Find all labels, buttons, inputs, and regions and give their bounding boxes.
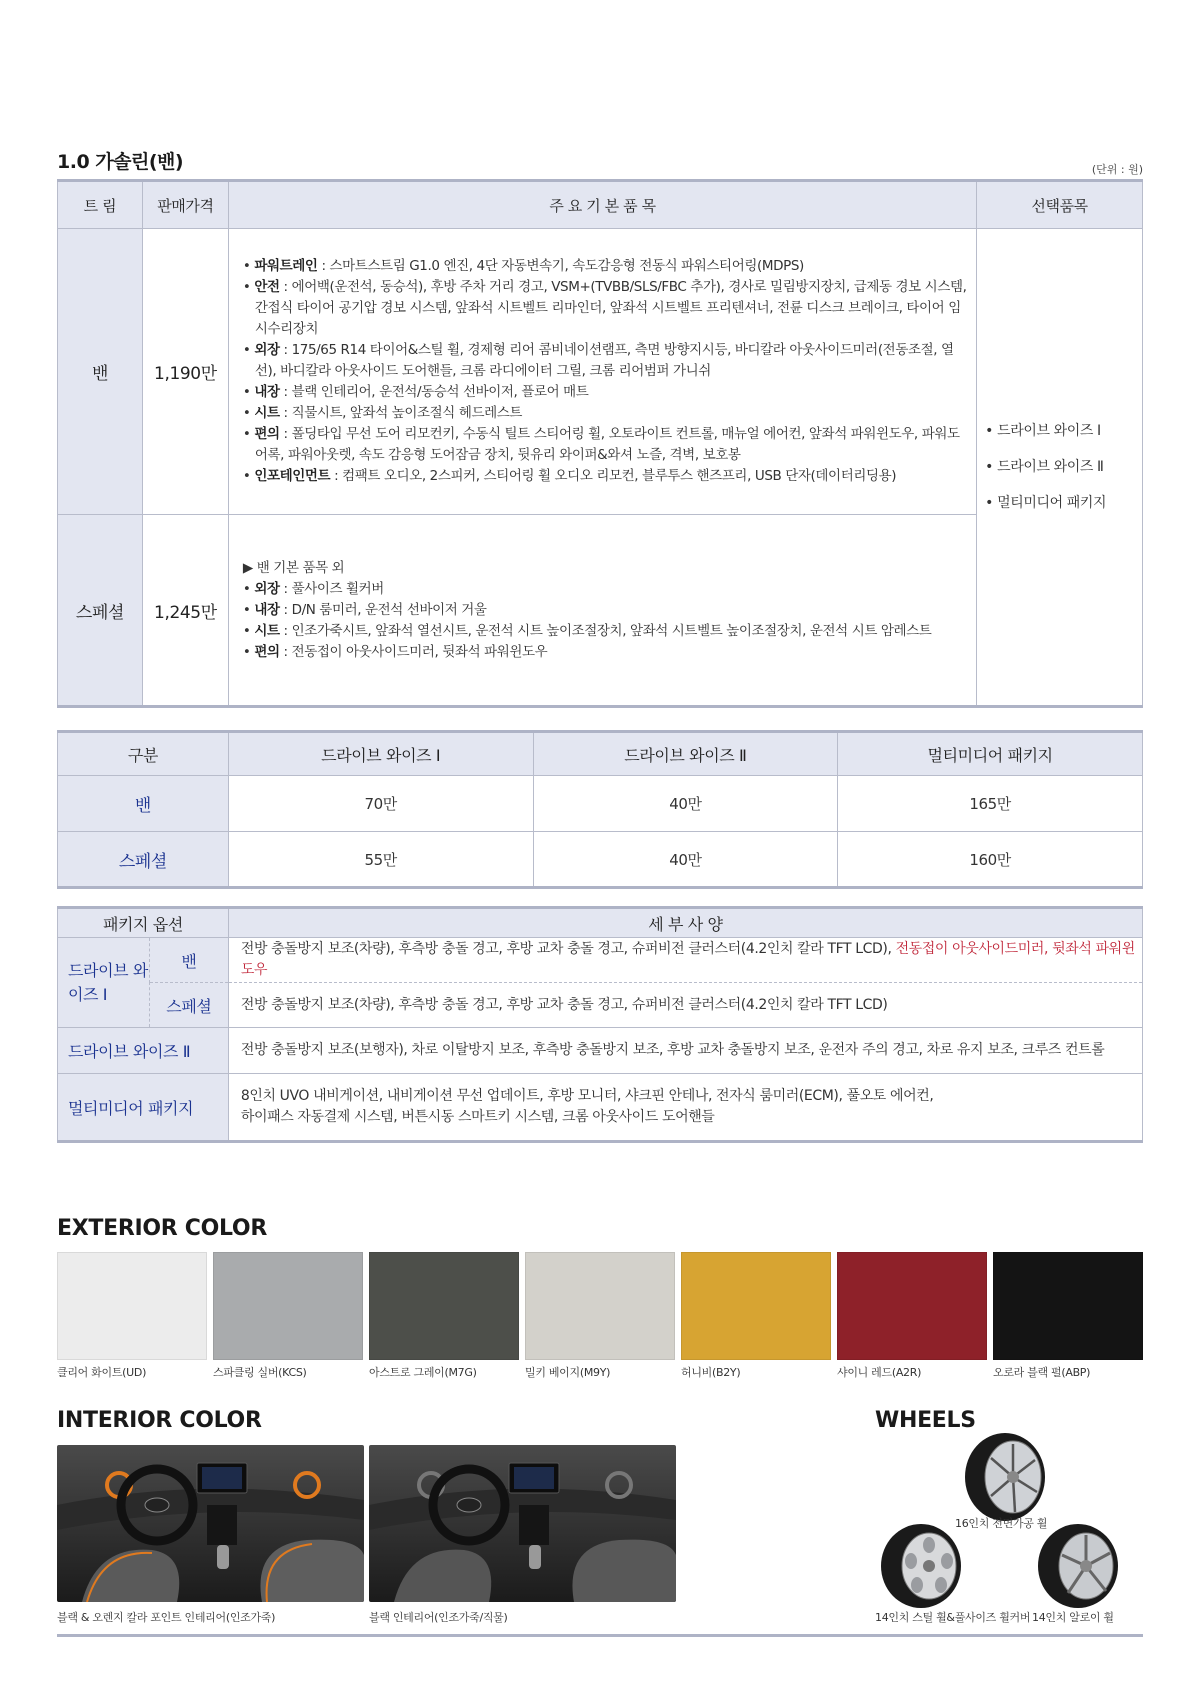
- option-list: [977, 229, 1143, 707]
- trim-table: [57, 179, 1143, 708]
- package-detail-table: [57, 906, 1143, 1143]
- feature-line: • 파워트레인 : 스마트스트림 G1.0 엔진, 4단 자동변속기, 속도감응형 전동식 파워스티어링(MDPS): [242, 258, 804, 274]
- bottom-divider: [57, 1634, 1143, 1637]
- price-table-header: [58, 732, 1143, 776]
- header-detail: 세 부 사 양: [228, 908, 1142, 938]
- features-special: [228, 515, 976, 707]
- wheel-16-alloy-icon: [955, 1432, 1051, 1522]
- features-van: [228, 229, 976, 515]
- price-special: 1,245만: [142, 515, 228, 707]
- header-options: 선택품목: [977, 181, 1143, 229]
- feature-line: • 외장 : 풀사이즈 휠커버: [242, 580, 384, 597]
- feature-line: • 안전 : 에어백(운전석, 동승석), 후방 주차 거리 경고, VSM+(TVBB/SLS/FBC 추가), 경사로 밀림방지장치, 급제동 경보 시스템, 간접식 타이어 공기압 경보 시스템, 앞좌석 시트벨트 리마인더, 앞좌석 시트벨트 프리텐셔너, 전륜 디스크 브레이크, 타이어 임시수리장치: [242, 279, 967, 337]
- color-label: 샤이니 레드(A2R): [837, 1366, 922, 1379]
- wheels-title: WHEELS: [875, 1408, 976, 1433]
- package-multimedia-detail: 8인치 UVO 내비게이션, 내비게이션 무선 업데이트, 후방 모니터, 샤크핀 안테나, 전자식 룸미러(ECM), 풀오토 에어컨, 하이패스 자동결제 시스템, 버튼시동 스마트키 시스템, 크롬 아웃사이드 도어핸들: [228, 1074, 1142, 1142]
- feature-line: • 시트 : 직물시트, 앞좌석 높이조절식 헤드레스트: [242, 405, 523, 421]
- feature-line: • 내장 : D/N 룸미러, 운전석 선바이저 거울: [242, 601, 487, 618]
- price-cell: 160만: [838, 832, 1143, 888]
- trim-name-van: 밴: [58, 229, 143, 515]
- wheel-label: 14인치 스틸 휠&풀사이즈 휠커버: [875, 1611, 1031, 1624]
- header-features: 주 요 기 본 품 목: [228, 181, 976, 229]
- interior-image-black: [369, 1445, 676, 1602]
- color-swatch-silver[interactable]: [213, 1252, 363, 1360]
- price-cell: 70만: [228, 776, 533, 832]
- interior-title: INTERIOR COLOR: [57, 1408, 262, 1433]
- wheel-label: 16인치 전면가공 휠: [955, 1517, 1048, 1530]
- trim-name-special: 스페셜: [58, 515, 143, 707]
- wheel-14-steel-icon: [875, 1523, 971, 1609]
- color-swatch-white[interactable]: [57, 1252, 207, 1360]
- price-cell: 40만: [533, 832, 838, 888]
- package-dw1-van-label: 밴: [149, 938, 228, 983]
- table-row: [58, 1028, 1143, 1074]
- color-swatch-gray[interactable]: [369, 1252, 519, 1360]
- feature-line: • 편의 : 전동접이 아웃사이드미러, 뒷좌석 파워윈도우: [242, 643, 548, 660]
- header-package: 패키지 옵션: [58, 908, 229, 938]
- package-multimedia-label: 멀티미디어 패키지: [58, 1074, 229, 1142]
- highlight-text: 전동접이 아웃사이드미러, 뒷좌석 파워윈도우: [240, 941, 1135, 978]
- header-dw2: 드라이브 와이즈 Ⅱ: [533, 732, 838, 776]
- table-row: [58, 938, 1143, 983]
- exterior-title: EXTERIOR COLOR: [57, 1216, 267, 1241]
- interior-label: 블랙 인테리어(인조가죽/직물): [369, 1611, 508, 1624]
- row-label-special: 스페셜: [58, 832, 229, 888]
- package-dw1-special-label: 스페셜: [149, 983, 228, 1028]
- table-row: [58, 776, 1143, 832]
- interior-label: 블랙 & 오렌지 칼라 포인트 인테리어(인조가죽): [57, 1611, 276, 1624]
- color-label: 클리어 화이트(UD): [57, 1366, 147, 1379]
- page-title: 1.0 가솔린(밴): [57, 151, 184, 173]
- feature-intro: ▶ 밴 기본 품목 외: [242, 559, 345, 576]
- package-table-header: [58, 908, 1143, 938]
- color-swatch-red[interactable]: [837, 1252, 987, 1360]
- row-label-van: 밴: [58, 776, 229, 832]
- option-price-table: [57, 730, 1143, 889]
- color-label: 아스트로 그레이(M7G): [369, 1366, 477, 1379]
- feature-line: • 인포테인먼트 : 컴팩트 오디오, 2스피커, 스티어링 휠 오디오 리모컨, 블루투스 핸즈프리, USB 단자(데이터리딩용): [242, 468, 897, 484]
- header-trim: 트 림: [58, 181, 143, 229]
- package-dw2-label: 드라이브 와이즈 Ⅱ: [58, 1028, 229, 1074]
- trim-table-header: [58, 181, 1143, 229]
- color-label: 밀키 베이지(M9Y): [525, 1366, 611, 1379]
- interior-image-orange: [57, 1445, 364, 1602]
- price-cell: 40만: [533, 776, 838, 832]
- feature-line: • 외장 : 175/65 R14 타이어&스틸 휠, 경제형 리어 콤비네이션램프, 측면 방향지시등, 바디칼라 아웃사이드미러(전동조절, 열선), 바디칼라 아웃사이드 도어핸들, 크롬 라디에이터 그릴, 크롬 리어범퍼 가니쉬: [242, 342, 954, 379]
- option-item: • 멀티미디어 패키지: [985, 495, 1107, 511]
- color-swatch-black[interactable]: [993, 1252, 1143, 1360]
- header-multimedia: 멀티미디어 패키지: [838, 732, 1143, 776]
- feature-line: • 편의 : 폴딩타입 무선 도어 리모컨키, 수동식 틸트 스티어링 휠, 오토라이트 컨트롤, 매뉴얼 에어컨, 앞좌석 파워윈도우, 파워도어록, 파워아웃렛, 속도 감응형 도어잠금 장치, 뒷유리 와이퍼&와셔 노즐, 격벽, 보호봉: [242, 426, 960, 463]
- color-label: 허니비(B2Y): [681, 1366, 741, 1379]
- table-row: [58, 983, 1143, 1028]
- header-dw1: 드라이브 와이즈 Ⅰ: [228, 732, 533, 776]
- wheel-14-alloy-icon: [1032, 1523, 1128, 1609]
- color-swatch-honeybee[interactable]: [681, 1252, 831, 1360]
- color-label: 스파클링 실버(KCS): [213, 1366, 307, 1379]
- color-label: 오로라 블랙 펄(ABP): [993, 1366, 1091, 1379]
- price-cell: 165만: [838, 776, 1143, 832]
- table-row: [58, 229, 1143, 515]
- package-dw1-special-detail: 전방 충돌방지 보조(차량), 후측방 충돌 경고, 후방 교차 충돌 경고, 슈퍼비전 클러스터(4.2인치 칼라 TFT LCD): [228, 983, 1142, 1028]
- package-dw1-van-detail: 전방 충돌방지 보조(차량), 후측방 충돌 경고, 후방 교차 충돌 경고, 슈퍼비전 클러스터(4.2인치 칼라 TFT LCD), 전동접이 아웃사이드미러, 뒷좌석 파워윈도우: [228, 938, 1142, 983]
- option-item: • 드라이브 와이즈 Ⅰ: [985, 423, 1101, 439]
- color-swatch-beige[interactable]: [525, 1252, 675, 1360]
- header-category: 구분: [58, 732, 229, 776]
- package-dw2-detail: 전방 충돌방지 보조(보행자), 차로 이탈방지 보조, 후측방 충돌방지 보조, 후방 교차 충돌방지 보조, 운전자 주의 경고, 차로 유지 보조, 크루즈 컨트롤: [228, 1028, 1142, 1074]
- package-dw1-label: 드라이브 와이즈 Ⅰ: [58, 938, 150, 1028]
- table-row: [58, 832, 1143, 888]
- wheel-label: 14인치 알로이 휠: [1032, 1611, 1114, 1624]
- price-van: 1,190만: [142, 229, 228, 515]
- table-row: [58, 1074, 1143, 1142]
- feature-line: • 시트 : 인조가죽시트, 앞좌석 열선시트, 운전석 시트 높이조절장치, 앞좌석 시트벨트 높이조절장치, 운전석 시트 암레스트: [242, 622, 932, 639]
- feature-line: • 내장 : 블랙 인테리어, 운전석/동승석 선바이저, 플로어 매트: [242, 384, 589, 400]
- option-item: • 드라이브 와이즈 Ⅱ: [985, 459, 1104, 475]
- price-cell: 55만: [228, 832, 533, 888]
- header-price: 판매가격: [142, 181, 228, 229]
- unit-note: (단위 : 원): [1091, 163, 1143, 176]
